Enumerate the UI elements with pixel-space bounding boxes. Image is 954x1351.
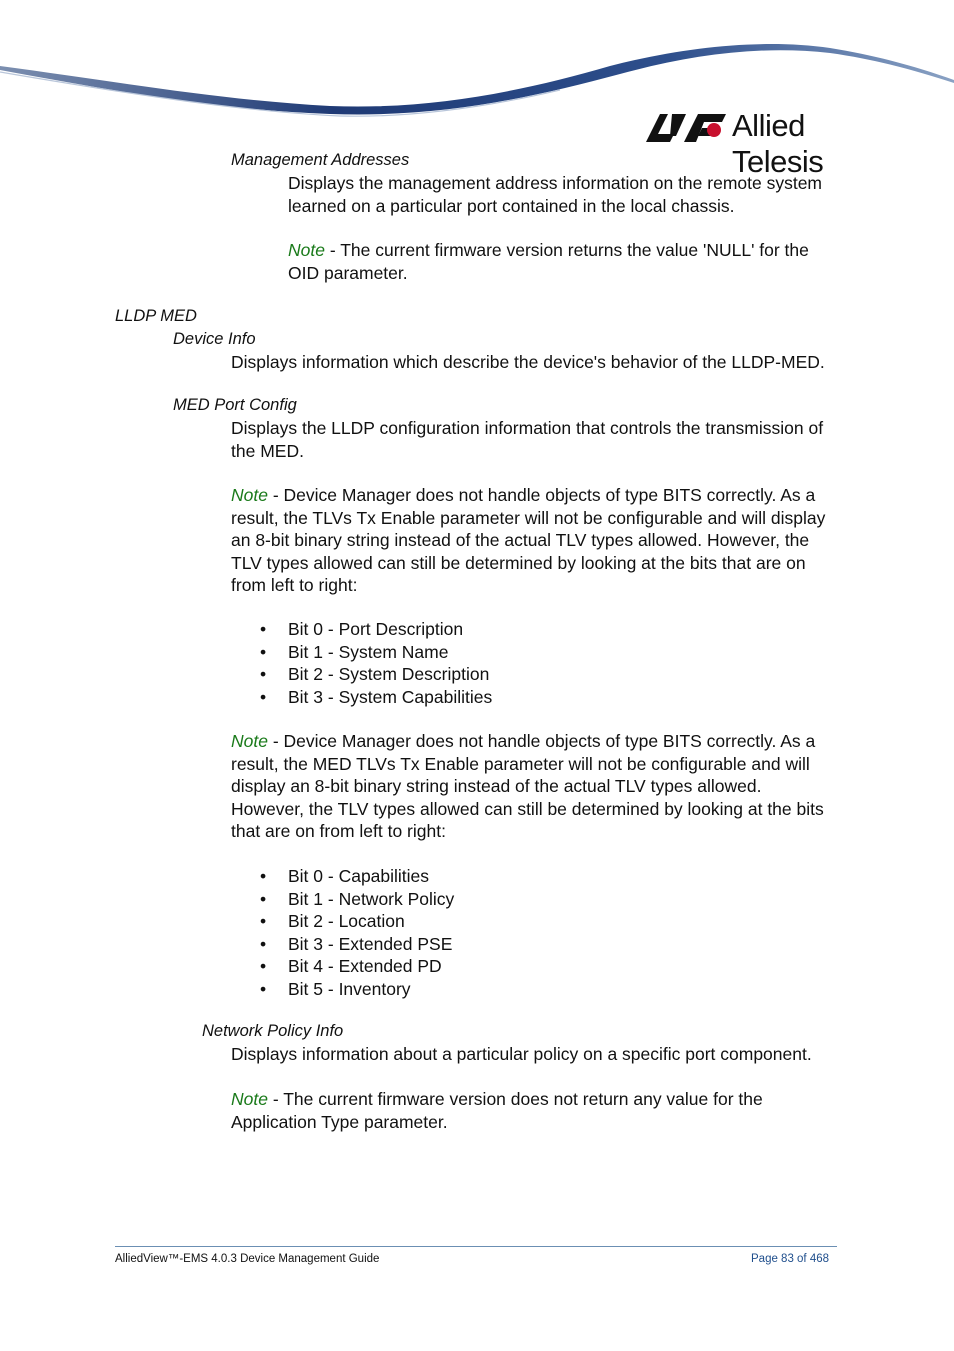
note-label: Note [231,1089,268,1109]
company-logo [646,108,901,179]
list-item: • Bit 3 - System Capabilities [231,686,631,709]
list-item: • Bit 1 - Network Policy [231,888,631,911]
allied-telesis-logo-icon [646,114,728,142]
med-tlv-bits-list [231,865,631,1000]
list-item: • Bit 0 - Port Description [231,618,631,641]
management-addresses-body: Displays the management address information on the remote system learned on a particular port contained in the local chassis. [288,173,823,216]
note-text: - Device Manager does not handle objects of type BITS correctly. As a result, the MED TLVs Tx Enable parameter will not be configurable and will display an 8-bit binary string instead of the actual TLV types allowed. However, the TLV types allowed can still be determined by looking at the bits that are on from left to right: [231,731,824,841]
heading-management-addresses: Management Addresses [231,151,410,169]
med-port-config-note-2 [231,730,831,843]
list-item: • Bit 2 - Location [231,910,631,933]
list-item: • Bit 4 - Extended PD [231,955,631,978]
note-label: Note [231,485,268,505]
heading-med-port-config: MED Port Config [173,396,297,414]
list-item: • Bit 2 - System Description [231,663,631,686]
network-policy-info-note [231,1088,801,1133]
note-label: Note [288,240,325,260]
list-item: • Bit 3 - Extended PSE [231,933,631,956]
device-info-body: Displays information which describe the device's behavior of the LLDP-MED. [231,352,825,372]
note-text: - The current firmware version does not return any value for the Application Type parameter. [231,1089,763,1132]
list-item: • Bit 0 - Capabilities [231,865,631,888]
footer-document-title: AlliedView™-EMS 4.0.3 Device Management Guide [115,1253,380,1265]
note-text: - Device Manager does not handle objects of type BITS correctly. As a result, the TLVs Tx Enable parameter will not be configurable and will display an 8-bit binary string instead of the actual TLV types allowed. However, the TLV types allowed can still be determined by looking at the bits that are on from left to right: [231,485,826,595]
note-label: Note [231,731,268,751]
list-item: • Bit 1 - System Name [231,641,631,664]
heading-network-policy-info: Network Policy Info [202,1022,344,1040]
med-port-config-note-1 [231,484,837,597]
list-item: • Bit 5 - Inventory [231,978,631,1001]
heading-lldp-med: LLDP MED [115,307,197,325]
med-port-config-body: Displays the LLDP configuration information that controls the transmission of the MED. [231,418,824,461]
footer-page-number: Page 83 of 468 [751,1253,830,1265]
tlv-bits-list [231,618,631,708]
footer-divider [115,1246,837,1247]
heading-device-info: Device Info [173,330,256,348]
logo-text: Allied Telesis [732,108,824,179]
network-policy-info-body: Displays information about a particular policy on a specific port component. [231,1044,812,1064]
management-addresses-note [288,239,840,284]
header-swoosh [0,0,954,125]
note-text: - The current firmware version returns the value 'NULL' for the OID parameter. [288,240,809,283]
